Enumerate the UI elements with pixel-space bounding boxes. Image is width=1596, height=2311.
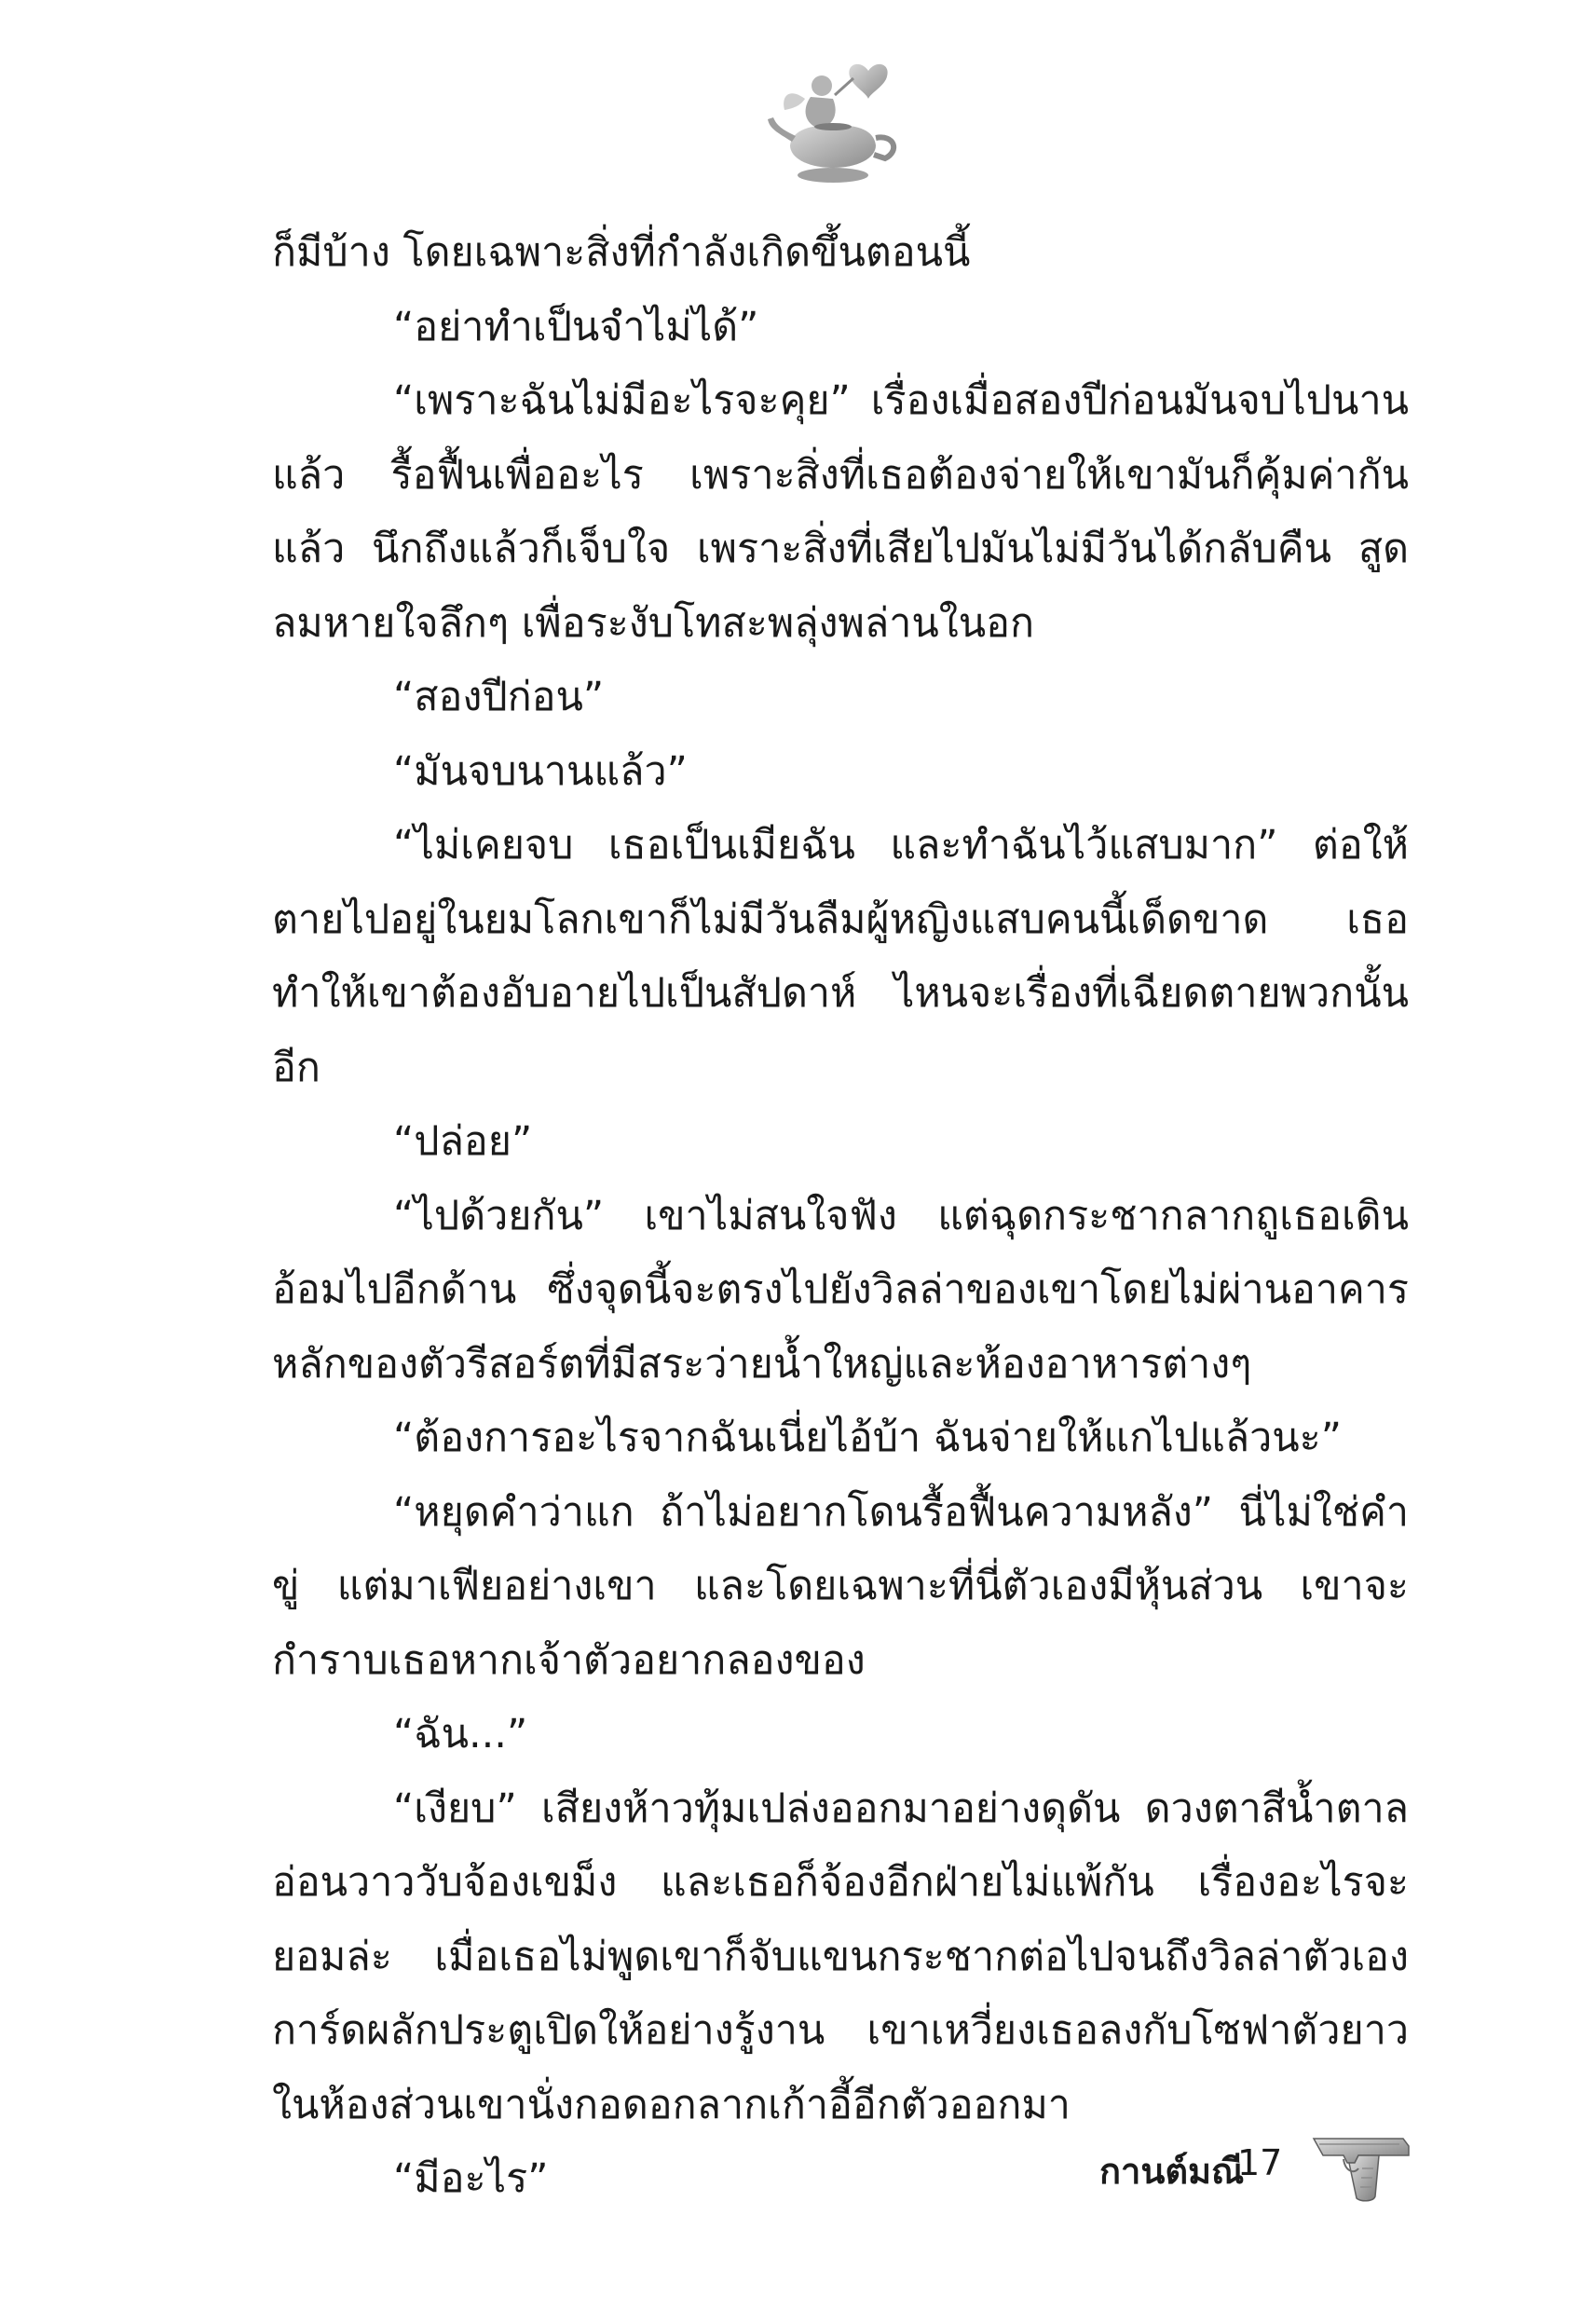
paragraph: “เงียบ” เสียงห้าวทุ้มเปล่งออกมาอย่างดุดัน ดวงตาสีน้ำตาลอ่อนวาววับจ้องเขม็ง และเธอก็จ้องอีกฝ่ายไม่แพ้กัน เรื่องอะไรจะยอมล่ะ เมื่อเธอไม่พูดเขาก็จับแขนกระชากต่อไปจนถึงวิลล่าตัวเอง การ์ดผลักประตูเปิดให้อย่างรู้งาน เขาเหวี่ยงเธอลงกับโซฟาตัวยาวในห้องส่วนเขานั่งกอดอกลากเก้าอี้อีกตัวออกมา — [272, 1785, 1409, 2128]
pistol-icon — [1306, 2122, 1418, 2206]
page-footer — [1062, 2120, 1435, 2222]
paragraph: ก็มีบ้าง โดยเฉพาะสิ่งที่กำลังเกิดขึ้นตอนนี้ — [272, 229, 971, 276]
paragraph: “ต้องการอะไรจากฉันเนี่ยไอ้บ้า ฉันจ่ายให้แกไปแล้วนะ” — [393, 1415, 1343, 1461]
paragraph: “เพราะฉันไม่มีอะไรจะคุย” เรื่องเมื่อสองปีก่อนมันจบไปนานแล้ว รื้อฟื้นเพื่ออะไร เพราะสิ่งที่เธอต้องจ่ายให้เขามันก็คุ้มค่ากันแล้ว นึกถึงแล้วก็เจ็บใจ เพราะสิ่งที่เสียไปมันไม่มีวันได้กลับคืน สูดลมหายใจลึกๆ เพื่อระงับโทสะพลุ่งพล่านในอก — [272, 377, 1409, 647]
paragraph: “มีอะไร” — [393, 2155, 549, 2202]
paragraph: “ปล่อย” — [393, 1118, 533, 1165]
paragraph: “อย่าทำเป็นจำไม่ได้” — [393, 303, 759, 350]
paragraph: “ฉัน...” — [393, 1711, 528, 1757]
paragraph: “หยุดคำว่าแก ถ้าไม่อยากโดนรื้อฟื้นความหลัง” นี่ไม่ใช่คำขู่ แต่มาเฟียอย่างเขา และโดยเฉพาะที่นี่ตัวเองมีหุ้นส่วน เขาจะกำราบเธอหากเจ้าตัวอยากลองของ — [272, 1488, 1409, 1684]
paragraph: “ไม่เคยจบ เธอเป็นเมียฉัน และทำฉันไว้แสบมาก” ต่อให้ตายไปอยู่ในยมโลกเขาก็ไม่มีวันลืมผู้หญิงแสบคนนี้เด็ดขาด เธอทำให้เขาต้องอับอายไปเป็นสัปดาห์ ไหนจะเรื่องที่เฉียดตายพวกนั้นอีก — [272, 822, 1409, 1091]
paragraph: “สองปีก่อน” — [393, 674, 605, 720]
body-text — [272, 216, 1409, 2217]
paragraph: “มันจบนานแล้ว” — [393, 747, 688, 795]
teapot-and-cupid-ornament-icon — [764, 54, 904, 194]
book-title: กานต์มณี — [1099, 2151, 1245, 2192]
page-number: 17 — [1237, 2142, 1283, 2183]
paragraph: “ไปด้วยกัน” เขาไม่สนใจฟัง แต่ฉุดกระชากลากถูเธอเดินอ้อมไปอีกด้าน ซึ่งจุดนี้จะตรงไปยังวิลล่าของเขาโดยไม่ผ่านอาคารหลักของตัวรีสอร์ตที่มีสระว่ายน้ำใหญ่และห้องอาหารต่างๆ — [272, 1192, 1409, 1388]
